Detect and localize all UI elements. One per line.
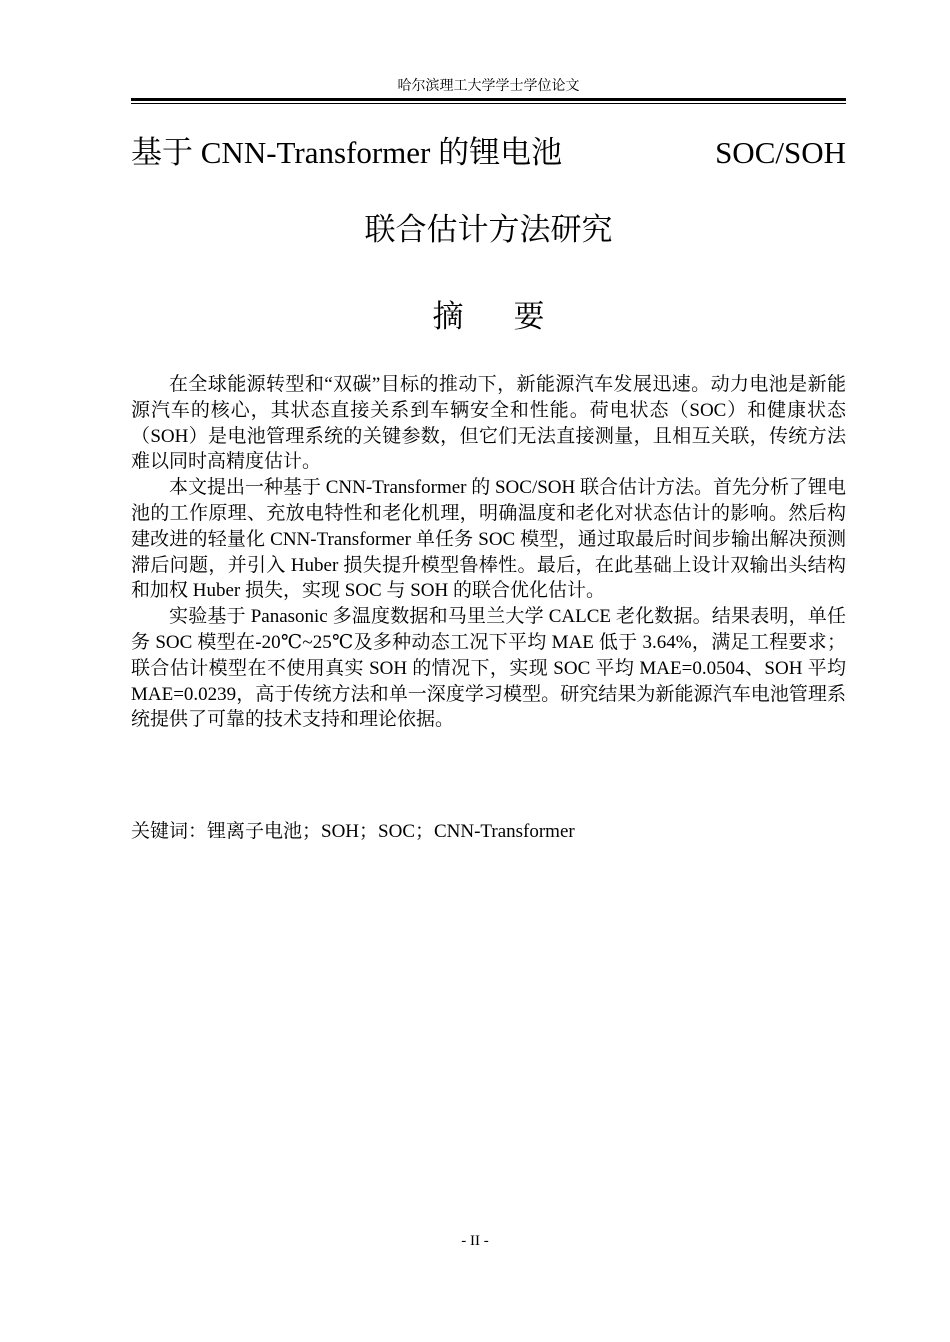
page-number: - II - — [461, 1233, 489, 1249]
abstract-heading-char2: 要 — [513, 299, 545, 334]
thesis-title-left: 基于 CNN-Transformer 的锂电池 — [131, 135, 563, 170]
keywords-label: 关键词： — [131, 821, 208, 842]
keywords-text: 锂离子电池；SOH；SOC；CNN-Transformer — [207, 821, 575, 842]
abstract-paragraph-3: 实验基于 Panasonic 多温度数据和马里兰大学 CALCE 老化数据。结果表明，单任务 SOC 模型在-20℃~25℃及多种动态工况下平均 MAE 低于 3.64%，满足工程要求；联合估计模型在不使用真实 SOH 的情况下，实现 SOC 平均 MAE=0.0504、SOH 平均 MAE=0.0239，高于传统方法和单一深度学习模型。研究结果为新能源汽车电池管理系统提供了可靠的技术支持和理论依据。 — [131, 606, 846, 731]
abstract-paragraph-1: 在全球能源转型和“双碳”目标的推动下，新能源汽车发展迅速。动力电池是新能源汽车的核心，其状态直接关系到车辆安全和性能。荷电状态（SOC）和健康状态（SOH）是电池管理系统的关键参数，但它们无法直接测量，且相互关联，传统方法难以同时高精度估计。 — [131, 374, 846, 473]
abstract-heading-char1: 摘 — [432, 299, 464, 334]
running-header: 哈尔滨理工大学学士学位论文 — [397, 79, 580, 94]
keywords — [131, 819, 846, 845]
thesis-title-line2: 联合估计方法研究 — [364, 212, 613, 247]
header-rule-thick — [131, 98, 846, 101]
thesis-title-right: SOC/SOH — [715, 135, 846, 170]
thesis-title-line1 — [131, 133, 846, 173]
abstract-paragraph-2: 本文提出一种基于 CNN-Transformer 的 SOC/SOH 联合估计方法。首先分析了锂电池的工作原理、充放电特性和老化机理，明确温度和老化对状态估计的影响。然后构建改进的轻量化 CNN-Transformer 单任务 SOC 模型，通过取最后时间步输出解决预测滞后问题，并引入 Huber 损失提升模型鲁棒性。最后，在此基础上设计双输出头结构和加权 Huber 损失，实现 SOC 与 SOH 的联合优化估计。 — [131, 477, 846, 602]
abstract-heading — [131, 297, 846, 337]
header-rule-thin — [131, 103, 846, 104]
abstract-body — [131, 372, 846, 733]
